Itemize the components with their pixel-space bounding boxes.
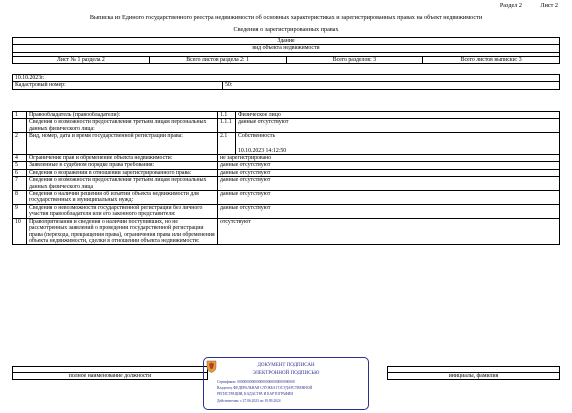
row-value: данные отсутствуют — [236, 119, 560, 133]
row-label: Сведения о наличии решения об изъятии объекта недвижимости для государственных и муниципальных нужд: — [27, 191, 218, 205]
stamp-cert: Сертификат: 00000000000000000000000000000000 — [217, 380, 295, 384]
row-value: отсутствуют — [218, 218, 560, 245]
stamp-line1: ДОКУМЕНТ ПОДПИСАН — [257, 363, 315, 368]
sections-total: Всего разделов: 3 — [286, 56, 423, 63]
object-header-table — [12, 37, 560, 64]
cadastral-value: 50: — [223, 82, 560, 89]
row-label: Заявленные в судебном порядке права требования: — [27, 162, 218, 169]
row-value: не зарегистрировано — [218, 155, 560, 162]
stamp-issuer2: РЕГИСТРАЦИИ, КАДАСТРА И КАРТОГРАФИИ — [217, 392, 293, 396]
stamp-valid: Действителен: с 27.06.2023 по 19.09.2024 — [217, 399, 281, 403]
row-value: данные отсутствуют — [218, 162, 560, 169]
sheets-section: Всего листов раздела 2: 1 — [149, 56, 286, 63]
row-label: Вид, номер, дата и время государственной регистрации права: — [27, 133, 218, 155]
section-number: Раздел 2 — [499, 2, 522, 9]
cadastral-label: Кадастровый номер: — [13, 82, 223, 89]
row-label: Сведения о возможности предоставления третьим лицам персональных данных физического лица: — [27, 119, 218, 133]
row-value: данные отсутствуют — [218, 177, 560, 191]
row-value: данные отсутствуют — [218, 191, 560, 205]
document-subtitle: Сведения о зарегистрированных правах — [233, 26, 339, 33]
sheet-number: Лист 2 — [540, 2, 558, 9]
row-label: Ограничение прав и обременение объекта недвижимости: — [27, 155, 218, 162]
stamp-line2: ЭЛЕКТРОННОЙ ПОДПИСЬЮ — [252, 371, 320, 376]
row-label: Правопритязания и сведения о наличии поступивших, но не рассмотренных заявлений о проведении государственной регистрации права (перехода, прекращения права), ограничения права или обременения объекта недвижимости, сделки в отношении объекта недвижимости: — [27, 218, 218, 245]
row-value: Физическое лицо — [236, 112, 560, 119]
row-value: данные отсутствуют — [218, 204, 560, 218]
extract-date: 10.10.2023г. — [13, 75, 560, 82]
document-title: Выписка из Единого государственного реестра недвижимости об основных характеристиках и зарегистрированных правах на объект недвижимости — [89, 14, 483, 21]
object-caption: вид объекта недвижимости — [13, 45, 560, 52]
name-caption: инициалы, фамилия — [388, 373, 560, 380]
position-caption: полное наименование должности — [13, 373, 208, 380]
registration-date: 10.10.2023 14:12:50 — [238, 147, 287, 154]
electronic-signature-stamp — [203, 357, 369, 410]
stamp-issuer1: Владелец: ФЕДЕРАЛЬНАЯ СЛУЖБА ГОСУДАРСТВЕННОЙ — [217, 386, 313, 390]
rights-table: 1 Правообладатель (правообладатели): 1.1 Физическое лицо Сведения о возможности предоставления третьим лицам персональных данных физического лица: 1.1.1 данные отсутствуют 2 Вид, номер, дата и время государственной регистрации права: 2.1 Собственность 10.10.2023 14:12:50 4 Ограничение прав и обременение объекта недвижимости: не зарегистрировано 5 Заявленные в судебном порядке права требования: данные отсутствуют 6 Сведения о возражении в отношении зарегистрированного права: данные отсутствуют 7 Сведения о возможности предоставления третьим лицам персональных данных физического лица данные отсутствуют 8 Сведения о наличии решения об изъятии объекта недвижимости для государственных и муниципальных нужд: данные отсутствуют 9 Сведения о невозможности государственной регистрации без личного участия правообладателя или его законного представителя: данные отсутствуют 10 Правопритязания и сведения о наличии поступивших, но не рассмотренных заявлений о проведении государственной регистрации права (перехода, прекращения права), ограничения права или обременения объекта недвижимости, сделки в отношении объекта недвижимости: отсутствуют — [12, 111, 560, 245]
row-label: Сведения о возможности предоставления третьим лицам персональных данных физического лица — [27, 177, 218, 191]
row-value: Собственность — [238, 133, 276, 140]
row-label: Сведения о возражении в отношении зарегистрированного права: — [27, 169, 218, 176]
sheet-no: Лист № 1 раздела 2 — [13, 56, 150, 63]
sheets-total: Всего листов выписки: 3 — [423, 56, 560, 63]
object-info-table — [12, 74, 560, 90]
row-value: данные отсутствуют — [218, 169, 560, 176]
row-label: Сведения о невозможности государственной регистрации без личного участия правообладателя или его законного представителя: — [27, 204, 218, 218]
row-label: Правообладатель (правообладатели): — [27, 112, 218, 119]
object-name: Здание — [13, 38, 560, 45]
